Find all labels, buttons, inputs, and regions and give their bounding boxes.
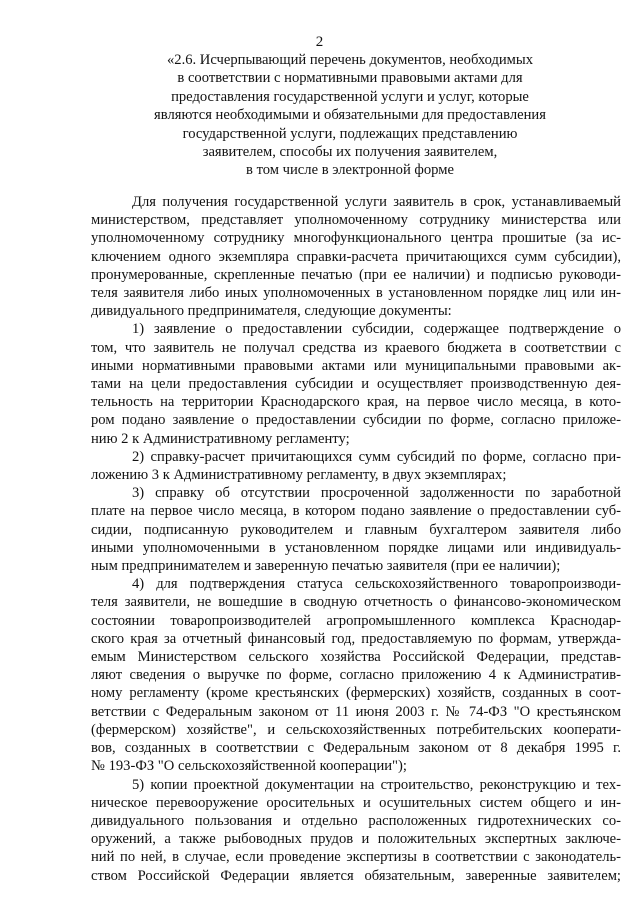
body-line: теля заявители, не вошедшие в сводную отчетность о финансово-экономическом <box>91 594 621 611</box>
body-text <box>91 193 621 885</box>
body-line: ляют сведения о выручке по форме, согласно приложению 4 к Административ- <box>91 667 621 684</box>
body-line: тельность на территории Краснодарского края, на первое число месяца, в кото- <box>91 394 621 411</box>
heading-line: заявителем, способы их получения заявителем, <box>202 144 498 161</box>
body-line: 3) справку об отсутствии просроченной задолженности по заработной <box>132 485 621 502</box>
body-line: ний по ней, в случае, если проведение экспертизы в соответствии с законодатель- <box>91 849 621 866</box>
body-line: 5) копии проектной документации на строительство, реконструкцию и тех- <box>132 776 621 793</box>
body-line: вов, созданных в соответствии с Федеральным законом от 8 декабря 1995 г. <box>91 740 621 757</box>
section-heading <box>140 51 560 180</box>
body-line: ному регламенту (кроме крестьянских (фермерских) хозяйств, созданных в соот- <box>91 685 621 702</box>
heading-line: государственной услуги, подлежащих представлению <box>182 125 518 142</box>
body-line: 2) справку-расчет причитающихся сумм субсидий по форме, согласно при- <box>132 448 621 465</box>
body-line: оружений, а также рыбоводных прудов и положительных экспертных заключе- <box>91 831 621 848</box>
body-line: плате на первое число месяца, в котором подано заявление о предоставлении суб- <box>91 503 621 520</box>
body-line: № 193-ФЗ "О сельскохозяйственной кооперации"); <box>91 758 407 775</box>
heading-line: в том числе в электронной форме <box>246 162 454 179</box>
body-line: уполномоченному сотруднику многофункционального центра прошитые (за ис- <box>91 230 621 247</box>
body-line: Для получения государственной услуги заявитель в срок, устанавливаемый <box>132 194 621 210</box>
heading-line: в соответствии с нормативными правовыми актами для <box>177 70 523 87</box>
body-line: сидии, подписанную руководителем и главным бухгалтером заявителя либо <box>91 521 621 538</box>
body-line: дивидуального предпринимателя, следующие документы: <box>91 303 452 320</box>
body-line: иными нормативными правовыми актами или муниципальными правовыми ак- <box>91 357 621 374</box>
body-line: ническое перевооружение оросительных и осушительных систем общего и ин- <box>91 794 621 811</box>
body-line: иными уполномоченными в установленном порядке лицами или индивидуаль- <box>91 539 621 556</box>
body-line: министерством, представляет уполномоченному сотруднику министерства или <box>91 212 621 229</box>
body-line: дивидуального пользования и отдельно расположенных гидротехнических со- <box>91 812 621 829</box>
body-line: (фермерском) хозяйстве", и сельскохозяйственных потребительских кооперати- <box>91 721 621 738</box>
body-line: 4) для подтверждения статуса сельскохозяйственного товаропроизводи- <box>132 576 621 593</box>
body-line: ключением одного экземпляра справки-расчета причитающихся сумм субсидии), <box>91 248 621 265</box>
heading-line: «2.6. Исчерпывающий перечень документов, необходимых <box>166 52 534 68</box>
body-line: пронумерованные, скрепленные печатью (при ее наличии) и подписью руководи- <box>91 266 621 283</box>
body-line: ветствии с Федеральным законом от 11 июня 2003 г. № 74-ФЗ "О крестьянском <box>91 703 621 720</box>
body-line: емым Министерством сельского хозяйства Российской Федерации, представ- <box>91 649 621 666</box>
body-line: нию 2 к Административному регламенту; <box>91 430 350 447</box>
body-line: ского края за отчетный финансовый год, предоставляемую по формам, утвержда- <box>91 630 621 647</box>
body-line: ром подано заявление о предоставлении субсидии по форме, согласно приложе- <box>91 412 621 429</box>
body-line: том, что заявитель не получал средства из краевого бюджета в соответствии с <box>91 339 621 356</box>
heading-line: предоставления государственной услуги и услуг, которые <box>171 88 529 105</box>
body-line: теля заявителя либо иных уполномоченных в установленном порядке лиц или ин- <box>91 285 621 302</box>
body-line: ложению 3 к Административному регламенту, в двух экземплярах; <box>91 467 507 484</box>
body-line: 1) заявление о предоставлении субсидии, содержащее подтверждение о <box>132 321 621 338</box>
body-line: ным предпринимателем и заверенную печатью заявителя (при ее наличии); <box>91 558 561 575</box>
body-line: тами на цели предоставления субсидии и осуществляет производственную дея- <box>91 376 621 393</box>
page-number: 2 <box>315 34 324 50</box>
body-line: ством Российской Федерации является обязательным, заверенные заявителем; <box>91 867 621 884</box>
body-line: состоянии товаропроизводителей агропромышленного комплекса Краснодар- <box>91 612 621 629</box>
heading-line: являются необходимыми и обязательными для предоставления <box>154 107 546 124</box>
